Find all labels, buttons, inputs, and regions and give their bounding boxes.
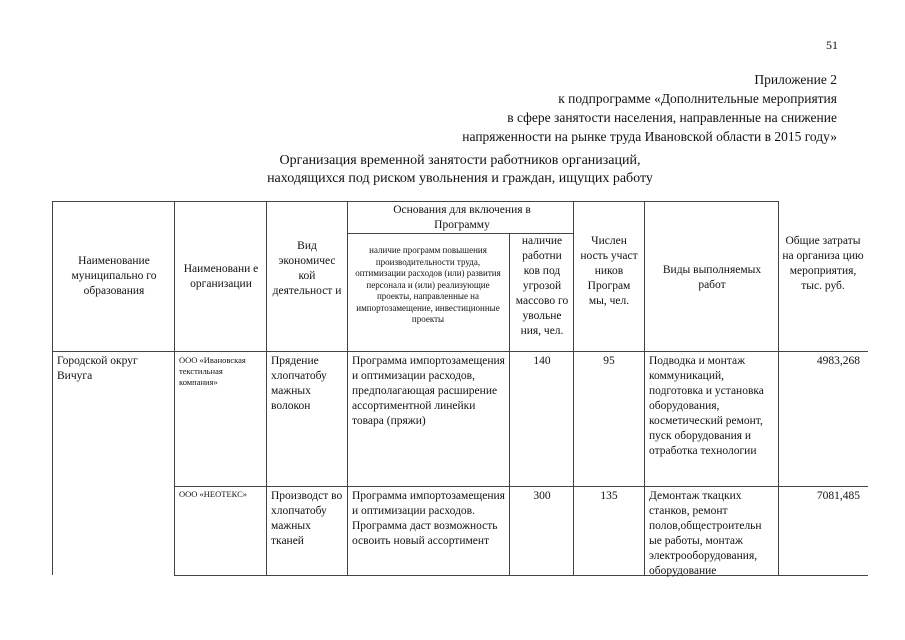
row1-threat: 140 [533, 355, 551, 367]
row1-participants: 95 [603, 355, 615, 367]
header-works: Виды выполняемых работ [662, 264, 762, 291]
header-threat: наличие работни ков под угрозой массово го увольне ния, чел. [515, 235, 569, 337]
row1-organization: ООО «Ивановская текстильная компания» [179, 355, 246, 387]
header-organization: Наименовани е организации [183, 263, 259, 290]
col-rule-7 [778, 201, 779, 575]
row2-program: Программа импортозамещения и оптимизации расходов. Программа даст возможность освоить новый ассортимент [352, 490, 505, 547]
col-rule-6 [644, 201, 645, 575]
header-costs: Общие затраты на организа цию мероприятия, тыс. руб. [782, 235, 864, 292]
col-rule-4 [509, 233, 510, 575]
row1-costs: 4983,268 [816, 355, 860, 367]
page-number: 51 [826, 38, 838, 52]
appendix-header [357, 70, 837, 146]
appendix-line-1: Приложение 2 [754, 72, 837, 87]
col-rule-5 [573, 201, 574, 575]
header-activity: Вид экономичес кой деятельност и [272, 240, 342, 297]
col-rule-2 [266, 201, 267, 575]
appendix-line-4: напряженности на рынке труда Ивановской области в 2015 году» [462, 129, 837, 144]
appendix-line-2: к подпрограмме «Дополнительные мероприятия [558, 91, 837, 106]
col-rule-1 [174, 201, 175, 575]
title-line-2: находящихся под риском увольнения и граждан, ищущих работу [267, 171, 653, 186]
row2-threat: 300 [533, 490, 551, 502]
employment-table [52, 201, 868, 575]
appendix-line-3: в сфере занятости населения, направленные на снижение [507, 110, 837, 125]
row-divider-rule [174, 486, 868, 487]
document-title [180, 152, 740, 188]
col-rule-3 [347, 201, 348, 575]
row1-program: Программа импортозамещения и оптимизации расходов, предполагающая расширение ассортиментной линейки товара (пряжи) [352, 355, 505, 427]
row2-works: Демонтаж ткацких станков, ремонт полов,общестроительн ые работы, монтаж электрооборудования, оборудование [649, 490, 762, 577]
header-municipality: Наименование муниципально го образования [71, 255, 157, 297]
row1-activity: Прядение хлопчатобу мажных волокон [271, 355, 327, 412]
row2-costs: 7081,485 [816, 490, 860, 502]
table-top-rule [52, 201, 778, 202]
header-programs: наличие программ повышения производительности труда, оптимизации расходов (или) развития персонала и (или) реализующие проекты, направленные на импортозамещение, инвестиционные проекты [355, 245, 501, 324]
row2-activity: Производст во хлопчатобу мажных тканей [271, 490, 343, 547]
header-participants: Числен ность участ ников Програм мы, чел. [580, 235, 638, 307]
table-left-rule [52, 201, 53, 575]
row2-participants: 135 [600, 490, 618, 502]
header-grounds: Основания для включения в Программу [393, 204, 531, 231]
row1-works: Подводка и монтаж коммуникаций, подготовка и установка оборудования, косметический ремонт, пуск оборудования и отработка технологии [649, 355, 764, 457]
row1-municipality: Городской округ Вичуга [57, 355, 138, 382]
row2-organization: ООО «НЕОТЕКС» [179, 489, 248, 499]
title-line-1: Организация временной занятости работников организаций, [279, 153, 641, 168]
